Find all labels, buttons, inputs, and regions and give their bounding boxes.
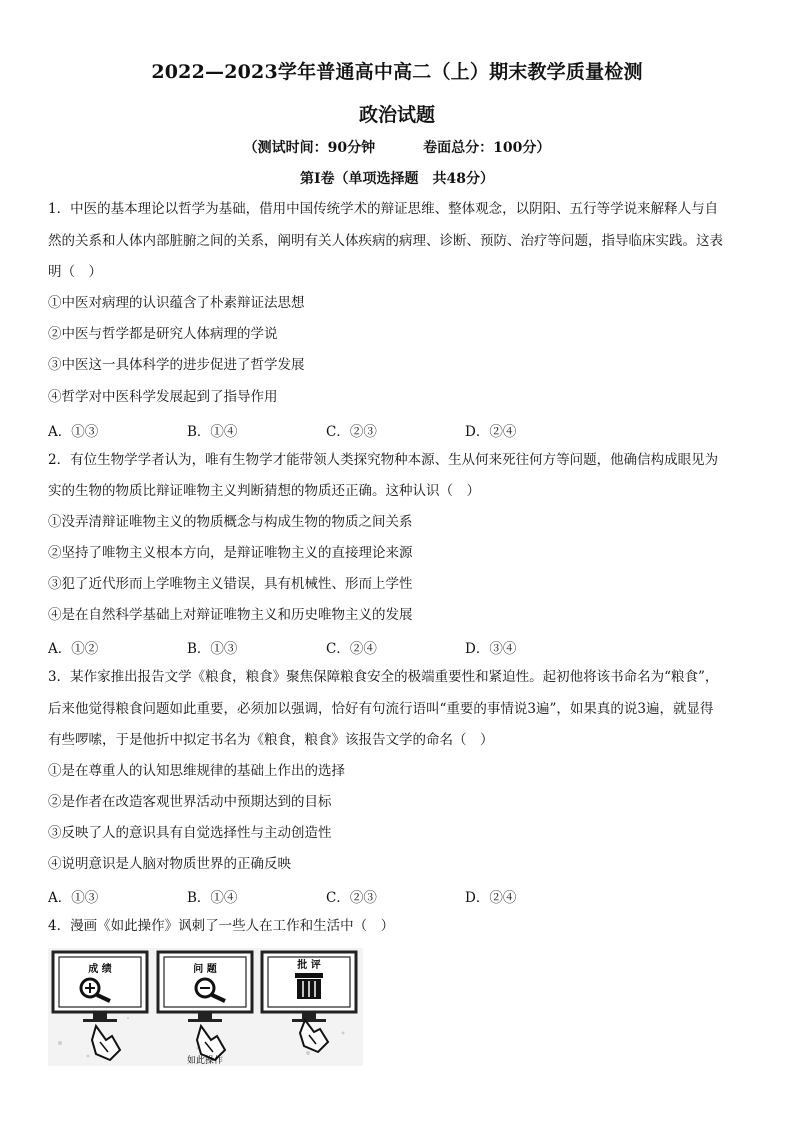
option-d: D．②④: [465, 424, 517, 440]
question-1-item-1: ①中医对病理的认识蕴含了朴素辩证法思想: [48, 295, 305, 311]
question-3-stem-line-1: 3．某作家推出报告文学《粮食，粮食》聚焦保障粮食安全的极端重要性和紧迫性。起初他将该书命名为“粮食”，: [48, 669, 719, 685]
question-1-item-2: ②中医与哲学都是研究人体病理的学说: [48, 326, 278, 342]
option-a: A．①②: [48, 641, 99, 657]
question-3-item-4: ④说明意识是人脑对物质世界的正确反映: [48, 856, 291, 872]
question-3-item-1: ①是在尊重人的认知思维规律的基础上作出的选择: [48, 763, 345, 779]
option-b: B．①④: [187, 424, 238, 440]
question-3-stem-line-3: 有些啰嗦，于是他折中拟定书名为《粮食，粮食》该报告文学的命名（ ）: [48, 732, 494, 748]
question-3-stem-line-2: 后来他觉得粮食问题如此重要，必须加以强调，恰好有句流行语叫“重要的事情说3遍”，如果真的说3遍，就显得: [48, 701, 714, 717]
exam-title: 2022—2023学年普通高中高二（上）期末教学质量检测: [151, 61, 643, 83]
exam-info: [0, 137, 794, 157]
question-3-item-3: ③反映了人的意识具有自觉选择性与主动创造性: [48, 825, 332, 841]
trash-bin-icon: [295, 973, 323, 999]
question-2-item-1: ①没弄清辩证唯物主义的物质概念与构成生物的物质之间关系: [48, 514, 413, 530]
subject-title: 政治试题: [358, 104, 435, 126]
option-a: A．①③: [48, 424, 99, 440]
question-1-item-3: ③中医这一具体科学的进步促进了哲学发展: [48, 357, 305, 373]
screen-1-label: 成 绩: [88, 964, 112, 975]
question-2-item-4: ④是在自然科学基础上对辩证唯物主义和历史唯物主义的发展: [48, 607, 413, 623]
question-2-stem-line-2: 实的生物的物质比辩证唯物主义判断猜想的物质还正确。这种认识（ ）: [48, 483, 480, 499]
question-2-options: [48, 637, 604, 657]
question-4-stem: 4．漫画《如此操作》讽刺了一些人在工作和生活中（ ）: [48, 918, 395, 934]
option-c: C．②④: [326, 641, 377, 657]
exam-time: （测试时间：90分钟: [243, 140, 376, 156]
question-2-stem-line-1: 2．有位生物学学者认为，唯有生物学才能带领人类探究物种本源、生从何来死往何方等问题，他确信构成眼见为: [48, 452, 719, 468]
question-2-item-3: ③犯了近代形而上学唯物主义错误，具有机械性、形而上学性: [48, 576, 413, 592]
option-d: D．②④: [465, 890, 517, 906]
screen-3-label: 批 评: [297, 960, 321, 971]
option-d: D．③④: [465, 641, 517, 657]
option-a: A．①③: [48, 890, 99, 906]
question-3-options: [48, 886, 604, 906]
question-3-item-2: ②是作者在改造客观世界活动中预期达到的目标: [48, 794, 332, 810]
question-1-stem-line-2: 然的关系和人体内部脏腑之间的关系，阐明有关人体疾病的病理、诊断、预防、治疗等问题，指导临床实践。这表: [48, 233, 723, 249]
question-2-item-2: ②坚持了唯物主义根本方向，是辩证唯物主义的直接理论来源: [48, 545, 413, 561]
option-c: C．②③: [326, 890, 377, 906]
question-1-stem-line-1: 1．中医的基本理论以哲学为基础，借用中国传统学术的辩证思维、整体观念，以阴阳、五行等学说来解释人与自: [48, 201, 719, 217]
option-b: B．①③: [187, 641, 238, 657]
screen-2-label: 问 题: [193, 964, 217, 975]
comic-illustration: [48, 948, 363, 1066]
exam-total-score: 卷面总分：100分）: [423, 140, 551, 156]
option-b: B．①④: [187, 890, 238, 906]
question-1-stem-line-3: 明（ ）: [48, 264, 102, 280]
section-heading: 第Ⅰ卷（单项选择题 共48分）: [299, 171, 495, 187]
option-c: C．②③: [326, 424, 377, 440]
question-1-options: [48, 420, 604, 440]
question-1-item-4: ④哲学对中医科学发展起到了指导作用: [48, 389, 278, 405]
comic-caption: 如此操作: [186, 1056, 224, 1066]
